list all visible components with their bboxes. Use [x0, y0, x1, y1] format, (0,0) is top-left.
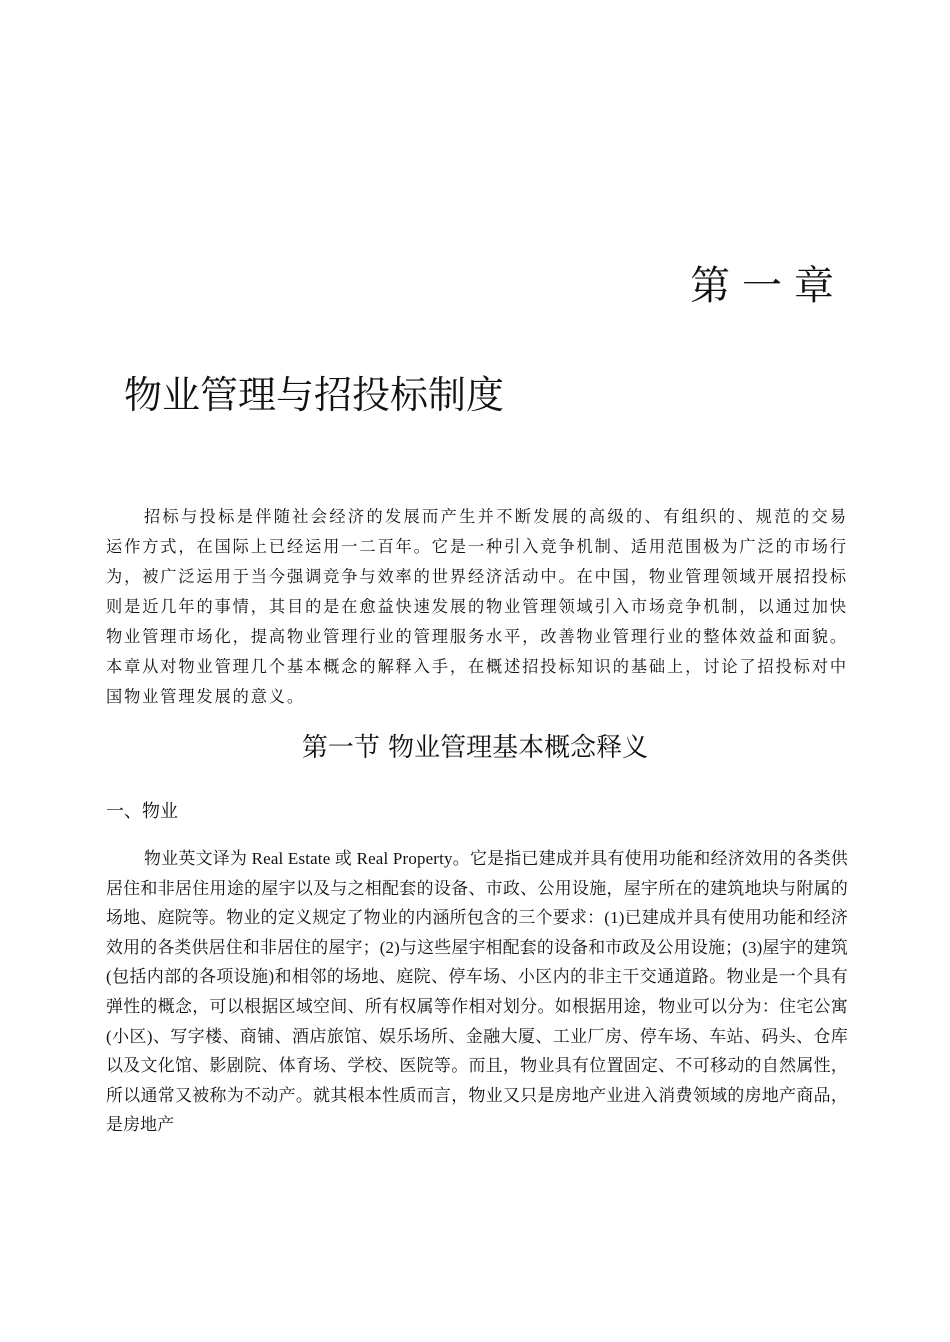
intro-paragraph: 招标与投标是伴随社会经济的发展而产生并不断发展的高级的、有组织的、规范的交易运作方式，在国际上已经运用一二百年。它是一种引入竞争机制、适用范围极为广泛的市场行为，被广泛运用于当今强调竞争与效率的世界经济活动中。在中国，物业管理领域开展招投标则是近几年的事情，其目的是在愈益快速发展的物业管理领域引入市场竞争机制，以通过加快物业管理市场化，提高物业管理行业的管理服务水平，改善物业管理行业的整体效益和面貌。本章从对物业管理几个基本概念的解释入手，在概述招投标知识的基础上，讨论了招投标对中国物业管理发展的意义。 — [106, 507, 848, 706]
subsection-title: 一、物业 — [106, 801, 178, 822]
chapter-number: 第一章 — [690, 263, 846, 309]
section-title: 第一节 物业管理基本概念释义 — [301, 733, 649, 763]
chapter-title: 物业管理与招投标制度 — [124, 373, 505, 417]
body-paragraph: 物业英文译为 Real Estate 或 Real Property。它是指已建成并具有使用功能和经济效用的各类供居住和非居住用途的屋宇以及与之相配套的设备、市政、公用设施，屋宇所在的建筑地块与附属的场地、庭院等。物业的定义规定了物业的内涵所包含的三个要求：(1)已建成并具有使用功能和经济效用的各类供居住和非居住的屋宇；(2)与这些屋宇相配套的设备和市政及公用设施；(3)屋宇的建筑(包括内部的各项设施)和相邻的场地、庭院、停车场、小区内的非主干交通道路。物业是一个具有弹性的概念，可以根据区域空间、所有权属等作相对划分。如根据用途，物业可以分为：住宅公寓(小区)、写字楼、商铺、酒店旅馆、娱乐场所、金融大厦、工业厂房、停车场、车站、码头、仓库以及文化馆、影剧院、体育场、学校、医院等。而且，物业具有位置固定、不可移动的自然属性，所以通常又被称为不动产。就其根本性质而言，物业又只是房地产业进入消费领域的房地产商品，是房地产 — [106, 849, 848, 1135]
